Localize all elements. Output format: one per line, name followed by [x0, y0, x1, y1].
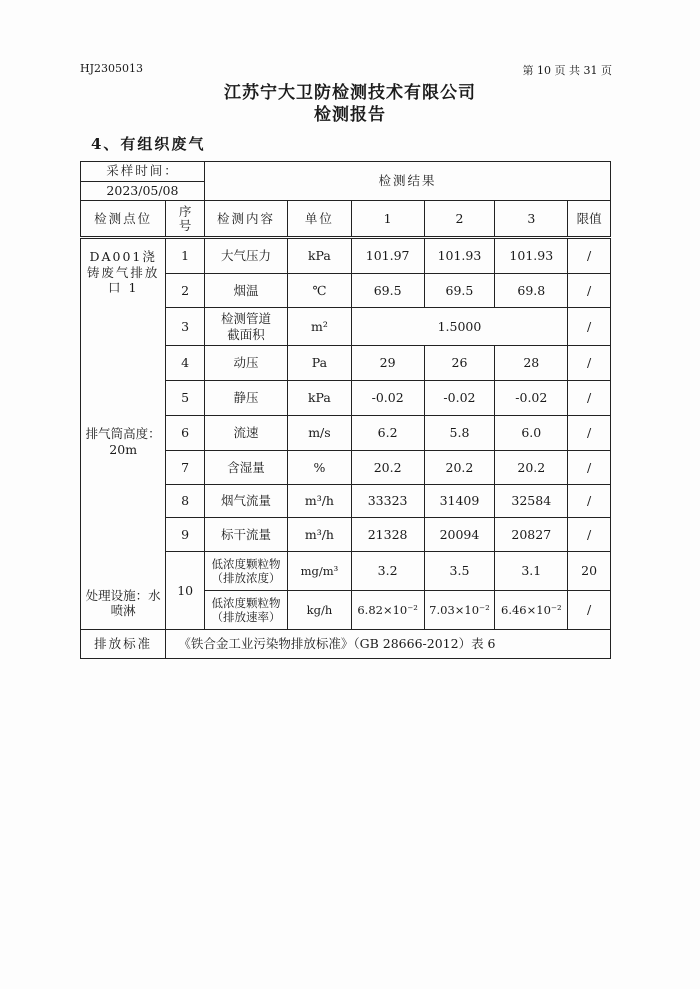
value-run3: 32584: [495, 485, 568, 518]
seq: 1: [166, 238, 205, 274]
seq: 4: [166, 346, 205, 381]
value-run3: 28: [495, 346, 568, 381]
value-run3: 20.2: [495, 451, 568, 485]
limit: /: [568, 308, 611, 346]
value-run3: 69.8: [495, 274, 568, 308]
item: 低浓度颗粒物（排放速率）: [204, 591, 287, 630]
unit: ℃: [288, 274, 352, 308]
value-run1: 21328: [351, 518, 424, 552]
value-merged: 1.5000: [351, 308, 568, 346]
col-limit-header: 限值: [568, 201, 611, 238]
value-run1: 29: [351, 346, 424, 381]
limit: /: [568, 346, 611, 381]
seq: 8: [166, 485, 205, 518]
value-run3: 6.0: [495, 416, 568, 451]
limit: 20: [568, 552, 611, 591]
unit: m³/h: [288, 518, 352, 552]
unit: Pa: [288, 346, 352, 381]
value-run1: 6.82×10⁻²: [351, 591, 424, 630]
col-run2-header: 2: [424, 201, 495, 238]
item: 大气压力: [204, 238, 287, 274]
company-name: 江苏宁大卫防检测技术有限公司: [224, 83, 476, 103]
results-header: 检测结果: [204, 162, 610, 201]
sampling-time-cell: [81, 162, 205, 201]
stack-height: 排气筒高度：20m: [85, 426, 161, 457]
col-run3-header: 3: [495, 201, 568, 238]
value-run1: 101.97: [351, 238, 424, 274]
item: 含湿量: [204, 451, 287, 485]
results-table: [80, 161, 611, 659]
value-run3: -0.02: [495, 381, 568, 416]
value-run2: 31409: [424, 485, 495, 518]
unit: kg/h: [288, 591, 352, 630]
treatment-facility: 处理设施：水喷淋: [85, 587, 161, 619]
value-run1: 3.2: [351, 552, 424, 591]
unit: kPa: [288, 238, 352, 274]
standard-label: 排放标准: [81, 630, 166, 659]
seq: 2: [166, 274, 205, 308]
value-run1: 33323: [351, 485, 424, 518]
col-unit-header: 单位: [288, 201, 352, 238]
value-run2: 69.5: [424, 274, 495, 308]
value-run2: 26: [424, 346, 495, 381]
value-run3: 20827: [495, 518, 568, 552]
limit: /: [568, 485, 611, 518]
unit: %: [288, 451, 352, 485]
item: 检测管道截面积: [204, 308, 287, 346]
col-seq-header: 序号: [166, 201, 205, 238]
unit: m/s: [288, 416, 352, 451]
document-title: 检测报告: [314, 105, 386, 125]
item: 动压: [204, 346, 287, 381]
item: 烟温: [204, 274, 287, 308]
item: 低浓度颗粒物（排放浓度）: [204, 552, 287, 591]
value-run1: 6.2: [351, 416, 424, 451]
value-run2: -0.02: [424, 381, 495, 416]
value-run3: 101.93: [495, 238, 568, 274]
standard-text: 《铁合金工业污染物排放标准》（GB 28666-2012）表 6: [166, 630, 611, 659]
limit: /: [568, 451, 611, 485]
value-run1: 69.5: [351, 274, 424, 308]
report-number: HJ2305013: [80, 62, 143, 75]
limit: /: [568, 518, 611, 552]
unit: m²: [288, 308, 352, 346]
seq: 5: [166, 381, 205, 416]
unit: mg/m³: [288, 552, 352, 591]
value-run2: 5.8: [424, 416, 495, 451]
value-run1: -0.02: [351, 381, 424, 416]
value-run2: 7.03×10⁻²: [424, 591, 495, 630]
seq: 10: [166, 552, 205, 630]
value-run2: 3.5: [424, 552, 495, 591]
item: 标干流量: [204, 518, 287, 552]
col-item-header: 检测内容: [204, 201, 287, 238]
sampling-date: 2023/05/08: [106, 182, 179, 198]
seq: 7: [166, 451, 205, 485]
point-info-cell: [81, 238, 166, 630]
col-run1-header: 1: [351, 201, 424, 238]
limit: /: [568, 274, 611, 308]
limit: /: [568, 591, 611, 630]
value-run3: 6.46×10⁻²: [495, 591, 568, 630]
item: 静压: [204, 381, 287, 416]
page-info: 第 10 页 共 31 页: [522, 64, 612, 77]
col-point-header: 检测点位: [81, 201, 166, 238]
limit: /: [568, 416, 611, 451]
value-run2: 101.93: [424, 238, 495, 274]
seq: 6: [166, 416, 205, 451]
seq: 9: [166, 518, 205, 552]
unit: m³/h: [288, 485, 352, 518]
sampling-time-label: 采样时间：: [106, 163, 179, 179]
table-row: [81, 238, 611, 274]
point-name: DA001浇铸废气排放口 1: [86, 249, 160, 296]
value-run2: 20094: [424, 518, 495, 552]
item: 烟气流量: [204, 485, 287, 518]
unit: kPa: [288, 381, 352, 416]
value-run3: 3.1: [495, 552, 568, 591]
value-run1: 20.2: [351, 451, 424, 485]
section-title: 4、有组织废气: [91, 135, 206, 153]
limit: /: [568, 381, 611, 416]
limit: /: [568, 238, 611, 274]
seq: 3: [166, 308, 205, 346]
value-run2: 20.2: [424, 451, 495, 485]
item: 流速: [204, 416, 287, 451]
